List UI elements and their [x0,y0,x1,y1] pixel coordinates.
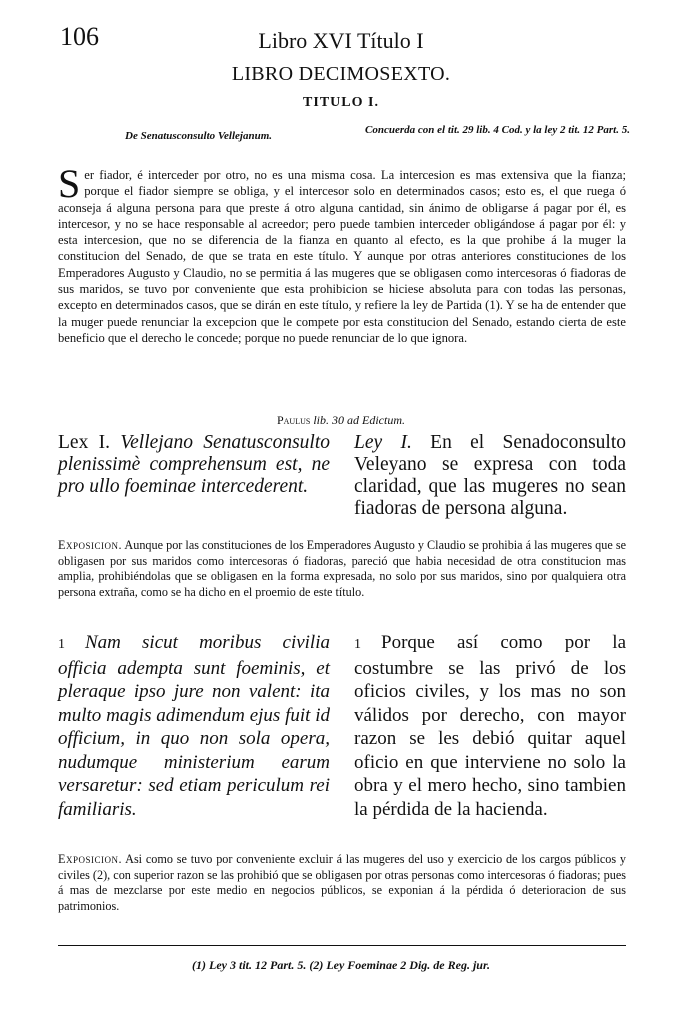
section-1-spanish [354,631,626,821]
exposicion-1-label: Exposicion. [58,538,122,552]
lex-spanish [354,432,626,520]
intro-text: er fiador, é interceder por otro, no es una misma cosa. La intercesion es mas extensiva que la fianza; porque el fiador siempre se obliga, y el intercesor solo en determinados casos; esto es, el que ruega ó aconseja á alguna persona para que preste á otro alguna cantidad, sin ánimo de obligarse á pagar por él, es intercesor, y no se hace responsable al acreedor; pero puede tambien interceder obligándose á pagar por él: y esta intercesion, que no se diferencia de la fianza en quanto al efecto, es la que prohibe á la muger la constitucion del Senado, de que se trata en este título. Y aunque por otras anteriores constituciones de los Emperadores Augusto y Claudio, no se permitia á las mugeres que se obligasen como intercesoras ó fiadoras de sus maridos, se tuvo por conveniente que esta prohibicion se hiciese absoluta para con todas las personas, excepto en determinados casos, que se dirán en este título, y refiere la ley de Partida (1). Y se ha de entender que la muger puede renunciar la excepcion que le compete por esta constitucion del Senado, estando cierta de este beneficio que el derecho le concede; porque no puede renunciar de lo que ignora. [58,168,626,345]
lex-latin-text: Vellejano Senatusconsulto plenissimè comprehensum est, ne pro ullo foeminae intercederent. [58,432,331,497]
drop-cap: S [58,161,81,206]
source-author: Paulus [276,413,311,427]
titulo-heading: TITULO I. [303,95,379,110]
source-citation [0,413,682,428]
lex-spanish-head: Ley I. [354,432,412,453]
section-1-spanish-number: 1 [354,637,361,652]
title-rubric: De Senatusconsulto Vellejanum. [125,130,273,142]
lex-latin-head: Lex I. [58,432,111,453]
section-1-latin [58,631,330,821]
exposicion-2-text: Asi como se tuvo por conveniente excluir á las mugeres del uso y exercicio de los cargos públicos y civiles (2), con superior razon se las prohibió que se obligasen por otras personas como intercesoras ó fiadoras; pues á mas de mezclarse por este medio en negocios públicos, se exponian á la pérdida ó deterioracion de sus patrimonios. [58,852,626,914]
exposicion-2-label: Exposicion. [58,852,122,866]
section-1-latin-text: Nam sicut moribus civilia officia adempta sunt foeminis, et pleraque ipso jure non valent: ita multo magis adimendum ejus fuit id officium, in quo non sola opera, nudumque ministerium earum versaretur: sed etiam periculum rei familiaris. [58,632,330,820]
footnotes: (1) Ley 3 tit. 12 Part. 5. (2) Ley Foeminae 2 Dig. de Reg. jur. [192,958,490,972]
page-number: 106 [60,22,99,51]
footnote-rule [58,945,626,946]
source-work: lib. 30 ad Edictum. [313,413,405,427]
concordance-note: Concuerda con el tit. 29 lib. 4 Cod. y la ley 2 tit. 12 Part. 5. [365,124,630,136]
book-title: LIBRO DECIMOSEXTO. [231,63,451,85]
intro-paragraph [58,161,626,346]
exposicion-1-text: Aunque por las constituciones de los Emperadores Augusto y Claudio se prohibia á las mugeres que se obligasen por sus maridos como intercesoras ó fiadoras, pareció que habia necesidad de otra constitucion mas amplia, prohibiéndolas que se obligasen en la forma expresada, no solo por sus maridos, sino por qualquiera otra persona extraña, como se ha dicho en el proemio de este título. [58,538,627,600]
section-1-spanish-text: Porque así como por la costumbre se las privó de los oficios civiles, y los mas no son válidos por derecho, con mayor razon se les debió quitar aquel oficio en que interviene no solo la obra y el mero hecho, sino tambien la pérdida de la hacienda. [354,632,626,820]
running-head: Libro XVI Título I [258,28,424,53]
lex-spanish-text: En el Senadoconsulto Veleyano se expresa con toda claridad, que las mugeres no sean fiadoras de persona alguna. [354,432,626,519]
exposicion-2 [58,852,626,915]
lex-latin [58,432,330,498]
section-1-latin-number: 1 [58,637,65,652]
exposicion-1 [58,538,626,601]
